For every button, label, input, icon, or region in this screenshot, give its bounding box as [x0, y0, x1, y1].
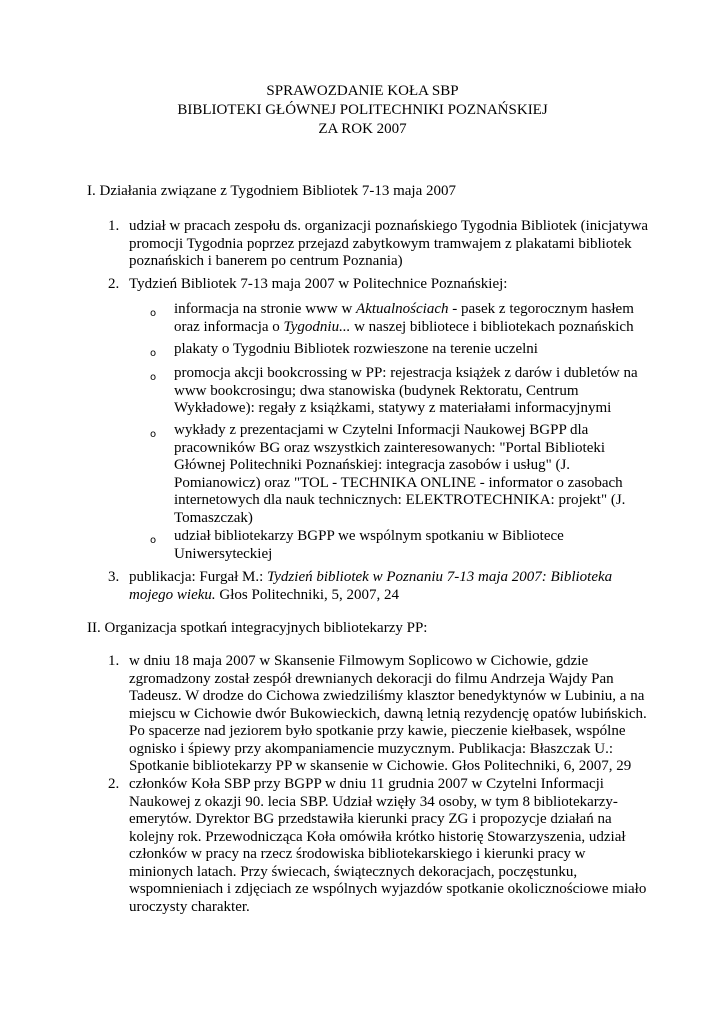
- bullet-marker: o: [150, 429, 157, 440]
- s2-item-1-number: 1.: [108, 653, 120, 669]
- publication-title: Tydzień bibliotek w Poznaniu 7-13 maja 2007: Biblioteka mojego wieku.: [129, 569, 613, 603]
- section-2-heading: II. Organizacja spotkań integracyjnych bibliotekarzy PP:: [87, 620, 428, 636]
- bullet-marker: o: [150, 348, 157, 359]
- report-title: [0, 82, 725, 139]
- s1-item-2-text: Tydzień Bibliotek 7-13 maja 2007 w Politechnice Poznańskiej:: [129, 276, 508, 292]
- bullet-marker: o: [150, 372, 157, 383]
- s1-item-2-bullet-4: wykłady z prezentacjami w Czytelni Informacji Naukowej BGPP dla pracowników BG oraz wszystkich zainteresowanych: "Portal Biblioteki Głównej Politechniki Poznańskiej: integracja zasobów i usług" (J. Pomianowicz) oraz "TOL - TECHNIKA ONLINE - informator o zasobach internetowych dla nauk technicznych: ELEKTROTECHNIKA: projekt" (J. Tomaszczak): [174, 422, 626, 526]
- s1-item-2-bullet-1: [174, 301, 654, 336]
- s1-item-2-bullet-3: promocja akcji bookcrossing w PP: rejestracja książek z darów i dubletów na www bookcrosingu; dwa stanowiska (budynek Rektoratu, Centrum Wykładowe): regały z książkami, statywy z materiałami informacyjnymi: [174, 365, 638, 416]
- s1-item-1-text: udział w pracach zespołu ds. organizacji poznańskiego Tygodnia Bibliotek (inicjatywa promocji Tygodnia poprzez przejazd zabytkowym tramwajem z plakatami bibliotek poznańskich i banerem po centrum Poznania): [129, 218, 649, 269]
- publication-prefix: publikacja: Furgał M.:: [129, 569, 268, 585]
- s1-item-2-bullet-5: udział bibliotekarzy BGPP we wspólnym spotkaniu w Bibliotece Uniwersyteckiej: [174, 528, 564, 562]
- bullet-1-text-a: informacja na stronie www w: [174, 301, 357, 317]
- s1-item-2-number: 2.: [108, 276, 120, 292]
- bullet-1-italic-a: Aktualnościach: [356, 301, 449, 317]
- bullet-1-text-b: - pasek z tegorocznym hasłem oraz informacja o: [174, 301, 634, 335]
- bullet-marker: o: [150, 308, 157, 319]
- section-1-heading: I. Działania związane z Tygodniem Bibliotek 7-13 maja 2007: [87, 183, 456, 199]
- s2-item-2-number: 2.: [108, 776, 120, 792]
- s1-item-3-text: [129, 569, 649, 604]
- bullet-marker: o: [150, 535, 157, 546]
- bullet-1-text-c: w naszej bibliotece i bibliotekach poznańskich: [350, 318, 634, 335]
- s2-item-2-text: członków Koła SBP przy BGPP w dniu 11 grudnia 2007 w Czytelni Informacji Naukowej z okazji 90. lecia SBP. Udział wzięły 34 osoby, w tym 8 bibliotekarzy-emerytów. Dyrektor BG przedstawiła kierunki pracy ZG i propozycje działań na kolejny rok. Przewodnicząca Koła omówiła krótko historię Stowarzyszenia, udział członków w pracy na rzecz środowiska bibliotekarskiego i kierunki pracy w minionych latach. Przy świecach, świątecznych dekoracjach, poczęstunku, wspomnieniach i zdjęciach ze wspólnych wyjazdów spotkanie okolicznościowe miało uroczysty charakter.: [129, 776, 647, 915]
- title-line-1: SPRAWOZDANIE KOŁA SBP: [266, 83, 459, 99]
- bullet-1-italic-b: Tygodniu...: [283, 318, 351, 335]
- title-line-3: ZA ROK 2007: [318, 121, 407, 137]
- s1-item-1-number: 1.: [108, 218, 120, 234]
- publication-source: Głos Politechniki, 5, 2007, 24: [215, 586, 399, 603]
- s1-item-2-bullet-2: plakaty o Tygodniu Bibliotek rozwieszone na terenie uczelni: [174, 341, 538, 357]
- s2-item-1-text: w dniu 18 maja 2007 w Skansenie Filmowym Soplicowo w Cichowie, gdzie zgromadzony został zespół drewnianych dekoracji do filmu Andrzeja Wajdy Pan Tadeusz. W drodze do Cichowa zwiedziliśmy klasztor benedyktynów w Lubiniu, a na miejscu w Cichowie dwór Bukowieckich, dawną letnią rezydencję opatów lubińskich. Po spacerze nad jeziorem było spotkanie przy kawie, pieczenie kiełbasek, wspólne ognisko i śpiewy przy akompaniamencie muzycznym. Publikacja: Błaszczak U.: Spotkanie bibliotekarzy PP w skansenie w Cichowie. Głos Politechniki, 6, 2007, 29: [129, 653, 647, 774]
- title-line-2: BIBLIOTEKI GŁÓWNEJ POLITECHNIKI POZNAŃSKIEJ: [177, 102, 548, 118]
- s1-item-3-number: 3.: [108, 569, 120, 585]
